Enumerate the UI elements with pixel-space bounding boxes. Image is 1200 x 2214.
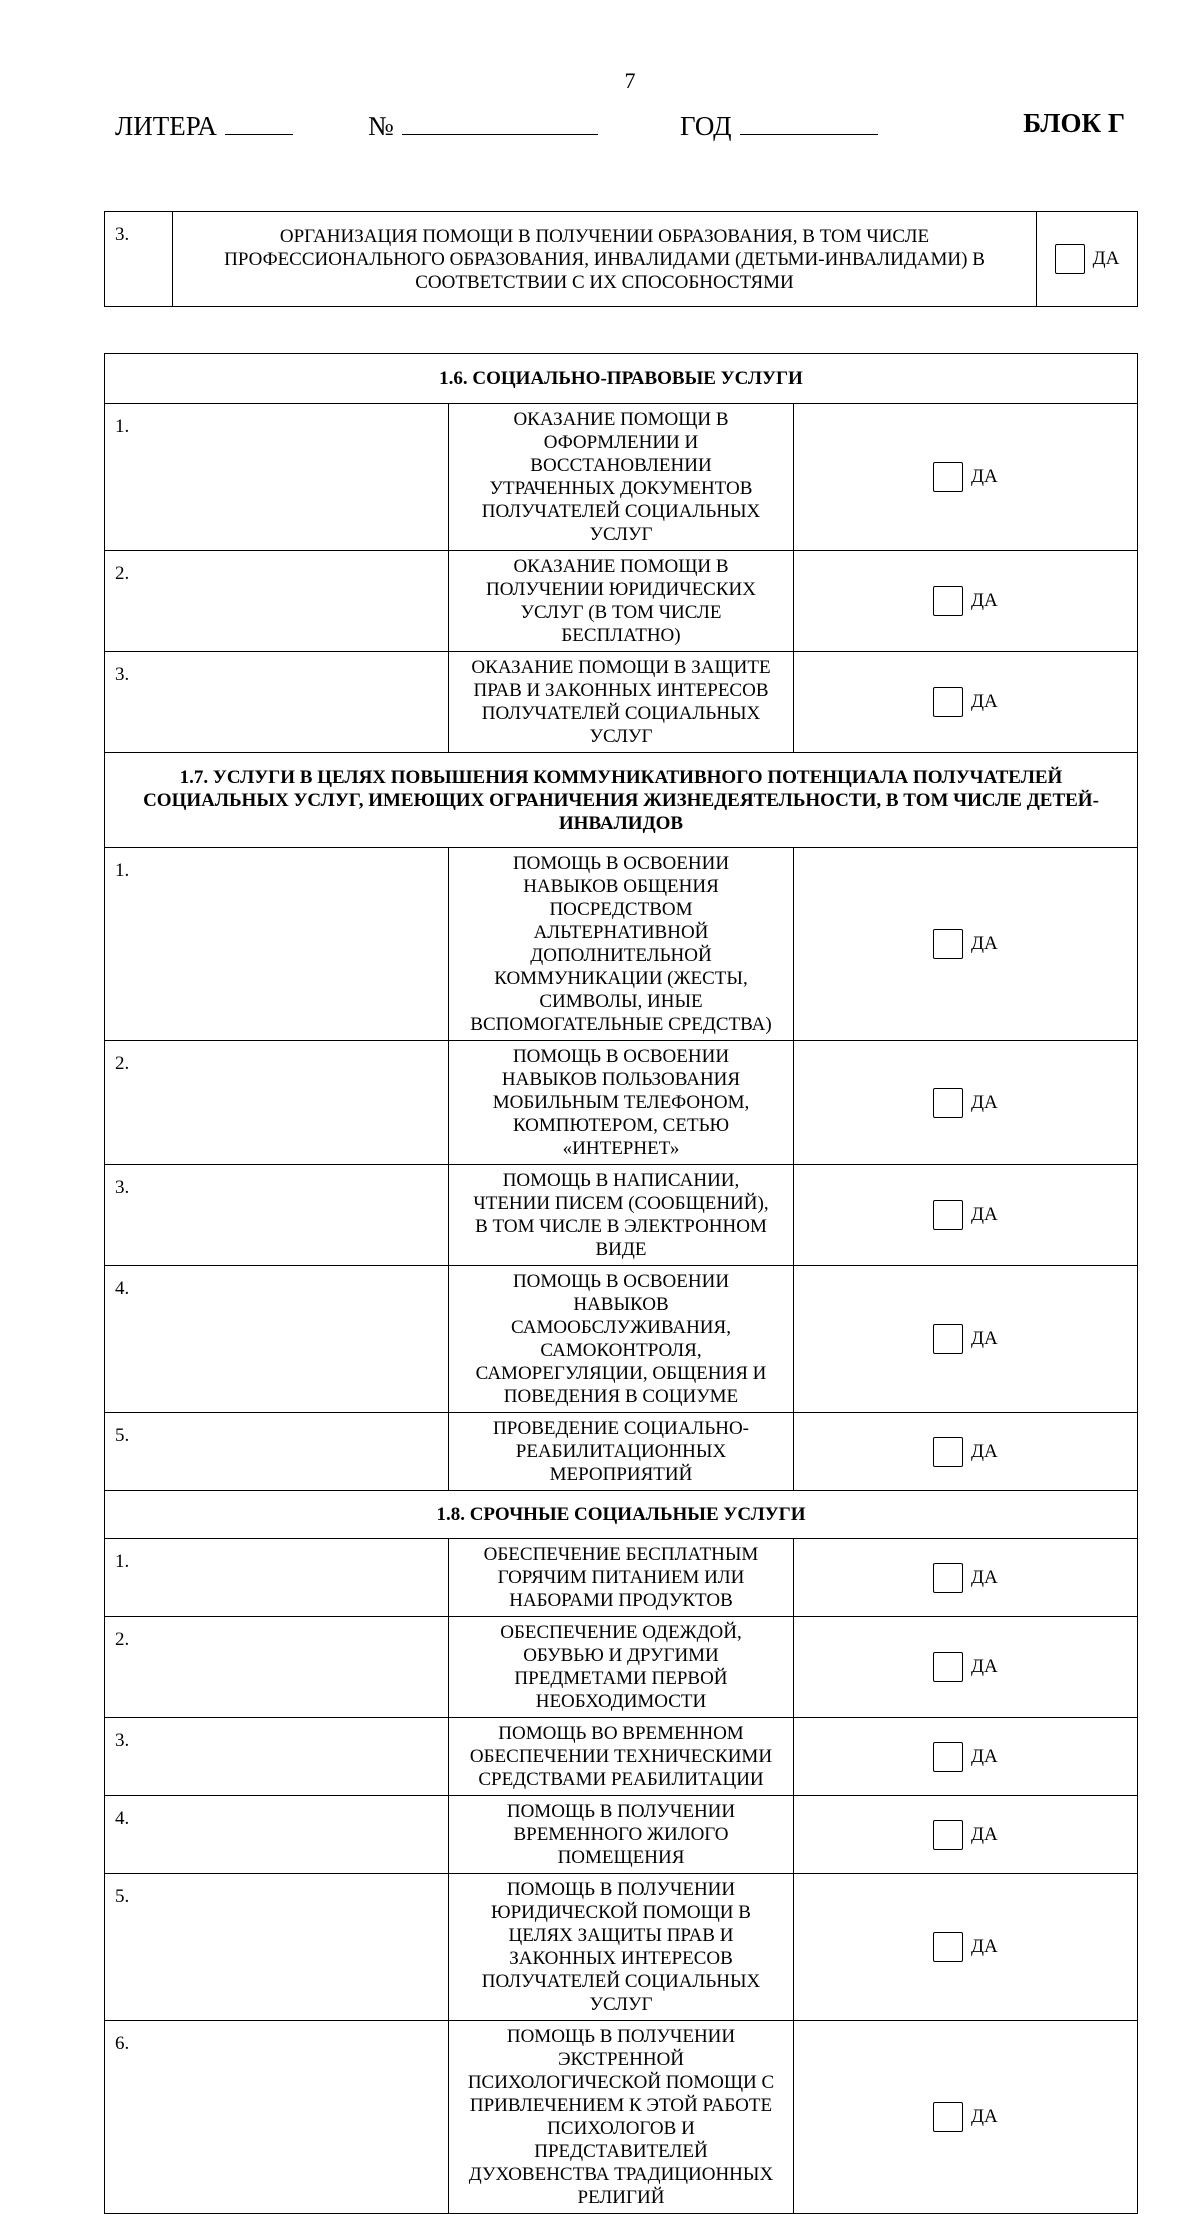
- da-checkbox[interactable]: [933, 1652, 963, 1682]
- row-number: 3.: [105, 1718, 449, 1796]
- section-header-row: [105, 1491, 1138, 1539]
- da-checkbox[interactable]: [933, 1820, 963, 1850]
- table-row: [105, 1165, 1138, 1266]
- table-row: [105, 1539, 1138, 1617]
- da-checkbox[interactable]: [1055, 244, 1085, 274]
- da-label: ДА: [970, 1204, 998, 1225]
- year-label: ГОД: [680, 111, 732, 141]
- table-row: [105, 1413, 1138, 1491]
- table-row: [105, 212, 1138, 307]
- row-text: ПОМОЩЬ ВО ВРЕМЕННОМ ОБЕСПЕЧЕНИИ ТЕХНИЧЕСКИМИ СРЕДСТВАМИ РЕАБИЛИТАЦИИ: [449, 1718, 793, 1796]
- row-number: 6.: [105, 2021, 449, 2214]
- da-label: ДА: [970, 691, 998, 712]
- section-title: 1.6. СОЦИАЛЬНО-ПРАВОВЫЕ УСЛУГИ: [105, 354, 1138, 404]
- section-header-row: [105, 354, 1138, 404]
- number-label: №: [368, 111, 394, 141]
- row-number: 3.: [105, 1165, 449, 1266]
- row-number: 4.: [105, 1266, 449, 1413]
- row-check-cell: [793, 848, 1137, 1041]
- table-row: [105, 1041, 1138, 1165]
- row-text: ПРОВЕДЕНИЕ СОЦИАЛЬНО-РЕАБИЛИТАЦИОННЫХ МЕРОПРИЯТИЙ: [449, 1413, 793, 1491]
- section-title: 1.7. УСЛУГИ В ЦЕЛЯХ ПОВЫШЕНИЯ КОММУНИКАТИВНОГО ПОТЕНЦИАЛА ПОЛУЧАТЕЛЕЙ СОЦИАЛЬНЫХ УСЛУГ, ИМЕЮЩИХ ОГРАНИЧЕНИЯ ЖИЗНЕДЕЯТЕЛЬНОСТИ, В ТОМ ЧИСЛЕ ДЕТЕЙ-ИНВАЛИДОВ: [105, 753, 1138, 848]
- da-checkbox[interactable]: [933, 2102, 963, 2132]
- da-label: ДА: [1092, 248, 1120, 269]
- row-check-cell: [793, 551, 1137, 652]
- da-checkbox[interactable]: [933, 1932, 963, 1962]
- row-check-cell: [793, 1617, 1137, 1718]
- da-checkbox[interactable]: [933, 929, 963, 959]
- row-check-cell: [1037, 212, 1138, 307]
- litera-label: ЛИТЕРА: [115, 111, 217, 141]
- row-number: 1.: [105, 848, 449, 1041]
- row-text: ПОМОЩЬ В НАПИСАНИИ, ЧТЕНИИ ПИСЕМ (СООБЩЕНИЙ), В ТОМ ЧИСЛЕ В ЭЛЕКТРОННОМ ВИДЕ: [449, 1165, 793, 1266]
- row-text: ОБЕСПЕЧЕНИЕ ОДЕЖДОЙ, ОБУВЬЮ И ДРУГИМИ ПРЕДМЕТАМИ ПЕРВОЙ НЕОБХОДИМОСТИ: [449, 1617, 793, 1718]
- row-check-cell: [793, 1413, 1137, 1491]
- table-row: [105, 404, 1138, 551]
- row-check-cell: [793, 2021, 1137, 2214]
- da-checkbox[interactable]: [933, 687, 963, 717]
- da-checkbox[interactable]: [933, 1563, 963, 1593]
- table-row: [105, 1796, 1138, 1874]
- row-number: 1.: [105, 1539, 449, 1617]
- da-label: ДА: [970, 1745, 998, 1767]
- top-table: [104, 211, 1138, 307]
- number-input-line[interactable]: [402, 108, 598, 135]
- row-number: 3.: [105, 652, 449, 753]
- da-label: ДА: [970, 466, 998, 487]
- row-number: 1.: [105, 404, 449, 551]
- row-text: ПОМОЩЬ В ПОЛУЧЕНИИ ЭКСТРЕННОЙ ПСИХОЛОГИЧЕСКОЙ ПОМОЩИ С ПРИВЛЕЧЕНИЕМ К ЭТОЙ РАБОТЕ ПСИХОЛОГОВ И ПРЕДСТАВИТЕЛЕЙ ДУХОВЕНСТВА ТРАДИЦИОННЫХ РЕЛИГИЙ: [449, 2021, 793, 2214]
- da-label: ДА: [970, 1566, 998, 1588]
- row-number: 3.: [105, 212, 173, 307]
- da-label: ДА: [970, 1656, 998, 1677]
- table-row: [105, 652, 1138, 753]
- da-checkbox[interactable]: [933, 586, 963, 616]
- da-checkbox[interactable]: [933, 1437, 963, 1467]
- table-row: [105, 1718, 1138, 1796]
- table-row: [105, 848, 1138, 1041]
- services-table: [104, 353, 1138, 2214]
- row-number: 4.: [105, 1796, 449, 1874]
- year-input-line[interactable]: [740, 108, 878, 135]
- section-title: 1.8. СРОЧНЫЕ СОЦИАЛЬНЫЕ УСЛУГИ: [105, 1491, 1138, 1539]
- row-check-cell: [793, 1874, 1137, 2021]
- row-check-cell: [793, 404, 1137, 551]
- da-checkbox[interactable]: [933, 1088, 963, 1118]
- row-check-cell: [793, 1266, 1137, 1413]
- da-checkbox[interactable]: [933, 1324, 963, 1354]
- table-row: [105, 1617, 1138, 1718]
- row-check-cell: [793, 1165, 1137, 1266]
- da-checkbox[interactable]: [933, 1200, 963, 1230]
- row-text: ОКАЗАНИЕ ПОМОЩИ В ПОЛУЧЕНИИ ЮРИДИЧЕСКИХ УСЛУГ (В ТОМ ЧИСЛЕ БЕСПЛАТНО): [449, 551, 793, 652]
- litera-input-line[interactable]: [225, 108, 293, 135]
- da-label: ДА: [970, 1823, 998, 1845]
- row-number: 2.: [105, 1617, 449, 1718]
- da-label: ДА: [970, 1328, 998, 1349]
- da-label: ДА: [970, 1936, 998, 1957]
- row-text: ПОМОЩЬ В ПОЛУЧЕНИИ ВРЕМЕННОГО ЖИЛОГО ПОМЕЩЕНИЯ: [449, 1796, 793, 1874]
- section-header-row: [105, 753, 1138, 848]
- row-check-cell: [793, 1796, 1137, 1874]
- row-check-cell: [793, 1539, 1137, 1617]
- row-text: ПОМОЩЬ В ПОЛУЧЕНИИ ЮРИДИЧЕСКОЙ ПОМОЩИ В ЦЕЛЯХ ЗАЩИТЫ ПРАВ И ЗАКОННЫХ ИНТЕРЕСОВ ПОЛУЧАТЕЛЕЙ СОЦИАЛЬНЫХ УСЛУГ: [449, 1874, 793, 2021]
- row-number: 5.: [105, 1413, 449, 1491]
- row-text: ПОМОЩЬ В ОСВОЕНИИ НАВЫКОВ САМООБСЛУЖИВАНИЯ, САМОКОНТРОЛЯ, САМОРЕГУЛЯЦИИ, ОБЩЕНИЯ И ПОВЕДЕНИЯ В СОЦИУМЕ: [449, 1266, 793, 1413]
- da-label: ДА: [970, 1091, 998, 1113]
- form-header: [115, 108, 1125, 148]
- table-row: [105, 2021, 1138, 2214]
- page-number: 7: [624, 68, 636, 93]
- row-text: ПОМОЩЬ В ОСВОЕНИИ НАВЫКОВ ОБЩЕНИЯ ПОСРЕДСТВОМ АЛЬТЕРНАТИВНОЙ ДОПОЛНИТЕЛЬНОЙ КОММУНИКАЦИИ (ЖЕСТЫ, СИМВОЛЫ, ИНЫЕ ВСПОМОГАТЕЛЬНЫЕ СРЕДСТВА): [449, 848, 793, 1041]
- row-text: ОБЕСПЕЧЕНИЕ БЕСПЛАТНЫМ ГОРЯЧИМ ПИТАНИЕМ ИЛИ НАБОРАМИ ПРОДУКТОВ: [449, 1539, 793, 1617]
- da-label: ДА: [970, 590, 998, 611]
- row-number: 2.: [105, 551, 449, 652]
- da-checkbox[interactable]: [933, 1742, 963, 1772]
- row-number: 5.: [105, 1874, 449, 2021]
- da-label: ДА: [970, 933, 998, 954]
- table-row: [105, 551, 1138, 652]
- table-row: [105, 1874, 1138, 2021]
- year-field: [680, 108, 878, 142]
- row-check-cell: [793, 652, 1137, 753]
- da-label: ДА: [970, 1440, 998, 1462]
- da-checkbox[interactable]: [933, 462, 963, 492]
- row-text: ОКАЗАНИЕ ПОМОЩИ В ОФОРМЛЕНИИ И ВОССТАНОВЛЕНИИ УТРАЧЕННЫХ ДОКУМЕНТОВ ПОЛУЧАТЕЛЕЙ СОЦИАЛЬНЫХ УСЛУГ: [449, 404, 793, 551]
- row-check-cell: [793, 1041, 1137, 1165]
- da-label: ДА: [970, 2106, 998, 2127]
- number-field: [368, 108, 598, 142]
- row-text: ОКАЗАНИЕ ПОМОЩИ В ЗАЩИТЕ ПРАВ И ЗАКОННЫХ ИНТЕРЕСОВ ПОЛУЧАТЕЛЕЙ СОЦИАЛЬНЫХ УСЛУГ: [449, 652, 793, 753]
- row-text: ПОМОЩЬ В ОСВОЕНИИ НАВЫКОВ ПОЛЬЗОВАНИЯ МОБИЛЬНЫМ ТЕЛЕФОНОМ, КОМПЮТЕРОМ, СЕТЬЮ «ИНТЕРНЕТ»: [449, 1041, 793, 1165]
- row-check-cell: [793, 1718, 1137, 1796]
- table-row: [105, 1266, 1138, 1413]
- block-label: БЛОК Г: [1023, 108, 1125, 138]
- row-text: ОРГАНИЗАЦИЯ ПОМОЩИ В ПОЛУЧЕНИИ ОБРАЗОВАНИЯ, В ТОМ ЧИСЛЕ ПРОФЕССИОНАЛЬНОГО ОБРАЗОВАНИЯ, ИНВАЛИДАМИ (ДЕТЬМИ-ИНВАЛИДАМИ) В СООТВЕТСТВИИ С ИХ СПОСОБНОСТЯМИ: [173, 212, 1037, 307]
- litera-field: [115, 108, 293, 142]
- row-number: 2.: [105, 1041, 449, 1165]
